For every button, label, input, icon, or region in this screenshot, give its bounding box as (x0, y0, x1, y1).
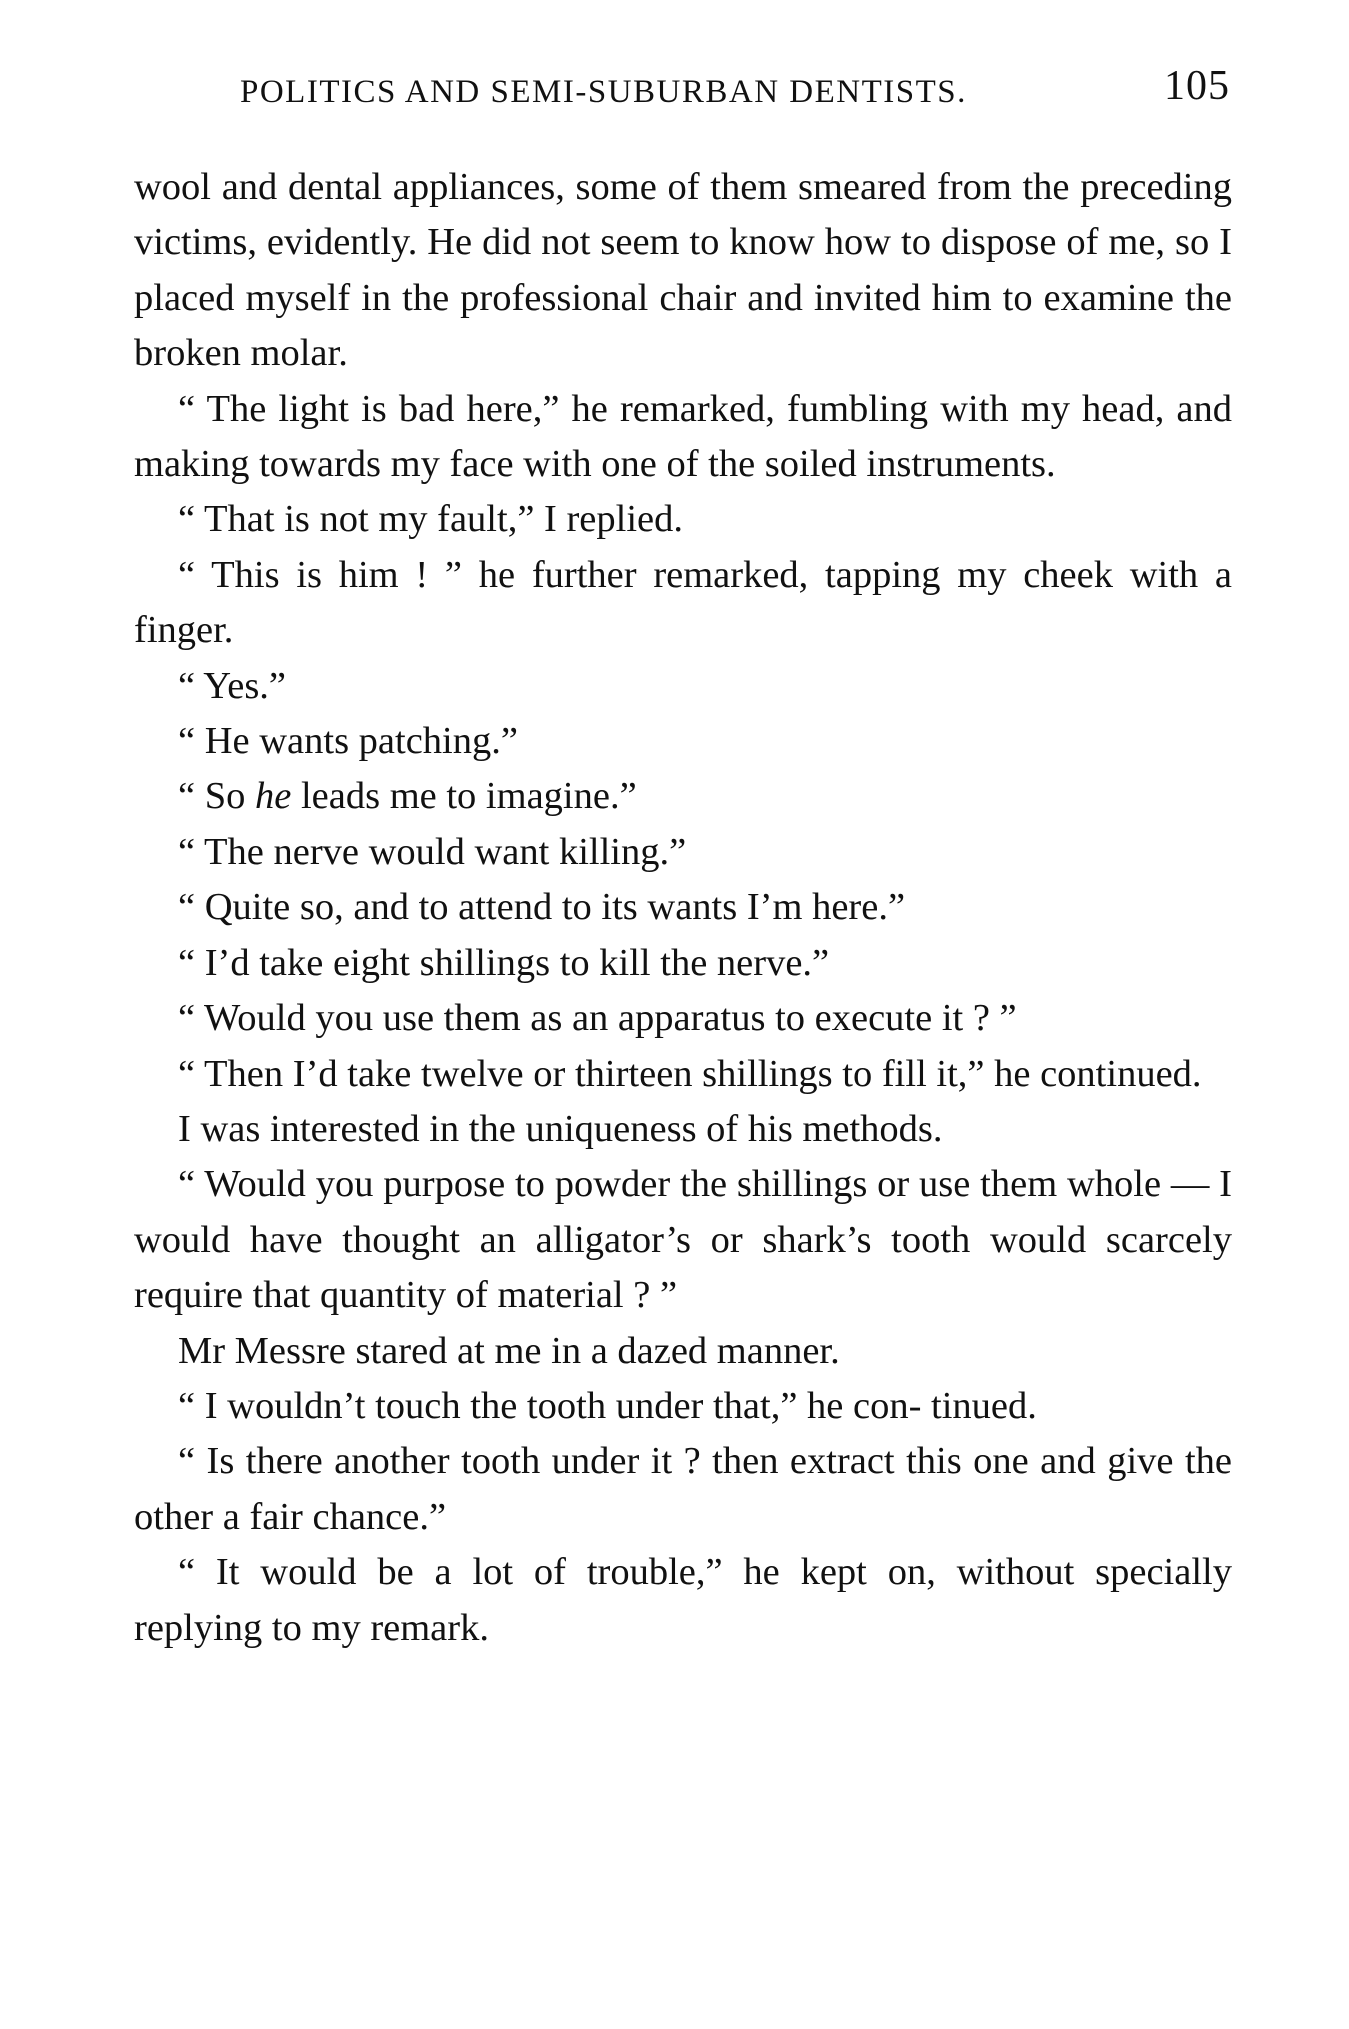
paragraph (134, 991, 1232, 1046)
paragraph (134, 1157, 1232, 1323)
paragraph (134, 880, 1232, 935)
text-run: “ It would be a lot of trouble,” he kept on, without specially replying to my remark. (134, 1551, 1232, 1649)
text-run: I was interested in the uniqueness of his methods. (178, 1107, 943, 1150)
text-run: “ This is him ! ” he further remarked, tapping my cheek with a finger. (134, 553, 1232, 652)
paragraph (134, 1102, 1232, 1157)
page-number: 105 (1164, 63, 1230, 109)
body-text (134, 160, 1232, 1656)
text-run: leads me to imagine.” (291, 775, 637, 818)
paragraph (134, 936, 1232, 991)
paragraph (134, 548, 1232, 659)
paragraph (134, 825, 1232, 880)
text-run: “ I wouldn’t touch the tooth under that,” he con- tinued. (178, 1384, 1037, 1427)
italic-text-run: he (255, 775, 292, 818)
paragraph (134, 714, 1232, 769)
text-run: “ He wants patching.” (178, 720, 518, 763)
paragraph (134, 492, 1232, 547)
paragraph (134, 160, 1232, 382)
text-run: “ The light is bad here,” he remarked, fumbling with my head, and making towards my face with one of the soiled instruments. (134, 387, 1232, 486)
paragraph (134, 382, 1232, 493)
running-title: POLITICS AND SEMI-SUBURBAN DENTISTS. (240, 74, 967, 110)
paragraph (134, 769, 1232, 824)
paragraph (134, 1324, 1232, 1379)
text-run: “ Is there another tooth under it ? then extract this one and give the other a fair chance.” (134, 1440, 1232, 1538)
text-run: “ Would you use them as an apparatus to execute it ? ” (178, 997, 1017, 1040)
paragraph (134, 1545, 1232, 1656)
text-run: “ Would you purpose to powder the shillings or use them whole — I would have thought an alligator’s or shark’s tooth would scarcely require that quantity of material ? ” (134, 1163, 1232, 1317)
text-run: “ That is not my fault,” I replied. (178, 498, 683, 541)
text-run: “ So (178, 775, 255, 818)
page-header (240, 62, 1230, 122)
text-run: “ Yes.” (178, 664, 287, 707)
text-run: wool and dental appliances, some of them smeared from the preceding victims, evidently. He did not seem to know how to dispose of me, so I placed myself in the professional chair and invited him to examine the broken molar. (134, 166, 1232, 375)
paragraph (134, 659, 1232, 714)
text-run: “ The nerve would want killing.” (178, 830, 687, 873)
text-run: “ I’d take eight shillings to kill the nerve.” (178, 941, 830, 984)
text-run: “ Quite so, and to attend to its wants I’m here.” (178, 886, 906, 929)
text-run: Mr Messre stared at me in a dazed manner. (178, 1329, 840, 1372)
paragraph (134, 1434, 1232, 1545)
paragraph (134, 1047, 1232, 1102)
text-run: “ Then I’d take twelve or thirteen shillings to fill it,” he continued. (178, 1052, 1202, 1095)
paragraph (134, 1379, 1232, 1434)
